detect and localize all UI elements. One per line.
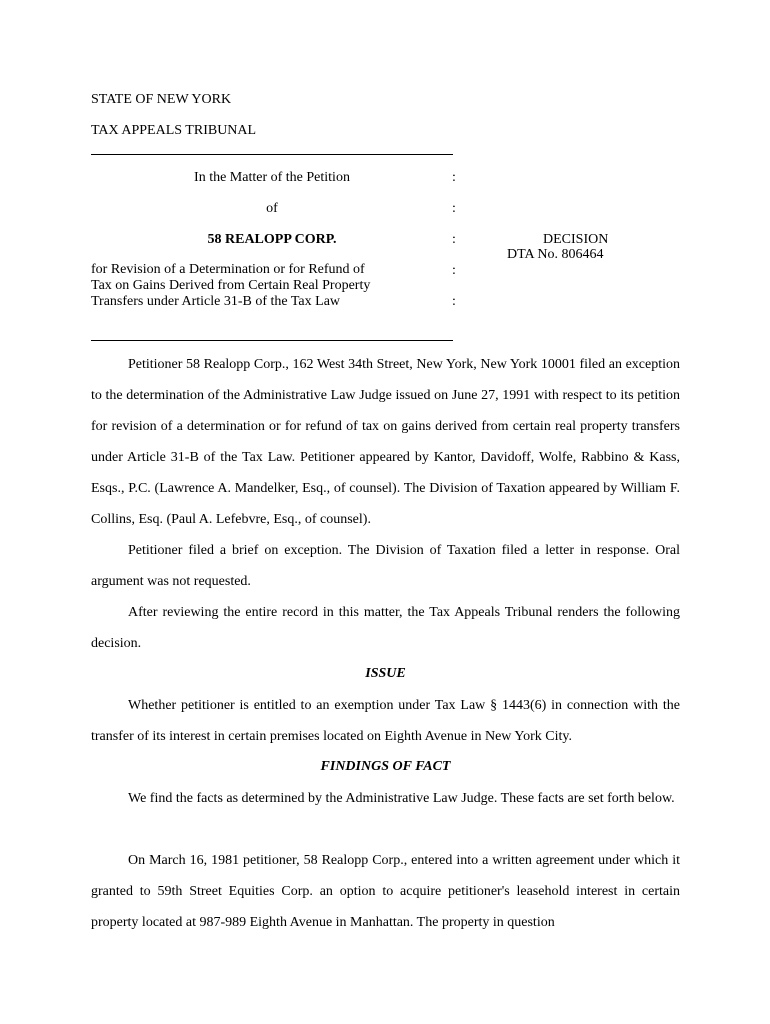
paragraph-findings-intro: We find the facts as determined by the Administrative Law Judge. These facts are set forth below.: [128, 791, 675, 806]
caption-colon: :: [452, 263, 456, 278]
state-heading: STATE OF NEW YORK: [91, 92, 232, 107]
caption-colon: :: [452, 294, 456, 309]
paragraph-issue: Whether petitioner is entitled to an exemption under Tax Law § 1443(6) in connection with the transfer of its interest in certain premises located on Eighth Avenue in New York City.: [91, 698, 680, 744]
paragraph-facts: On March 16, 1981 petitioner, 58 Realopp Corp., entered into a written agreement under which it granted to 59th Street Equities Corp. an option to acquire petitioner's leasehold interest in certain property located at 987-989 Eighth Avenue in Manhattan. The property in question: [91, 853, 680, 930]
caption-colon: :: [452, 170, 456, 185]
paragraph-review: After reviewing the entire record in this matter, the Tax Appeals Tribunal renders the following decision.: [91, 605, 680, 651]
caption-revision: for Revision of a Determination or for Refund of Tax on Gains Derived from Certain Real Property Transfers under Article 31-B of the Tax Law: [91, 262, 371, 309]
caption-petitioner: 58 REALOPP CORP.: [207, 232, 337, 247]
issue-heading: ISSUE: [365, 666, 406, 681]
paragraph-petition: Petitioner 58 Realopp Corp., 162 West 34th Street, New York, New York 10001 filed an exception to the determination of the Administrative Law Judge issued on June 27, 1991 with respect to its petition for revision of a determination or for refund of tax on gains derived from certain real property transfers under Article 31-B of the Tax Law. Petitioner appeared by Kantor, Davidoff, Wolfe, Rabbino & Kass, Esqs., P.C. (Lawrence A. Mandelker, Esq., of counsel). The Division of Taxation appeared by William F. Collins, Esq. (Paul A. Lefebvre, Esq., of counsel).: [91, 357, 680, 527]
caption-top-rule: [91, 154, 453, 155]
findings-heading: FINDINGS OF FACT: [320, 759, 451, 774]
caption-colon: :: [452, 201, 456, 216]
caption-colon: :: [452, 232, 456, 247]
caption-of: of: [266, 201, 278, 216]
caption-matter: In the Matter of the Petition: [194, 170, 350, 185]
caption-bottom-rule: [91, 340, 453, 341]
tribunal-heading: TAX APPEALS TRIBUNAL: [91, 123, 257, 138]
decision-label: DECISION: [543, 232, 609, 247]
paragraph-brief: Petitioner filed a brief on exception. The Division of Taxation filed a letter in response. Oral argument was not requested.: [91, 543, 680, 589]
dta-number: DTA No. 806464: [507, 247, 604, 262]
